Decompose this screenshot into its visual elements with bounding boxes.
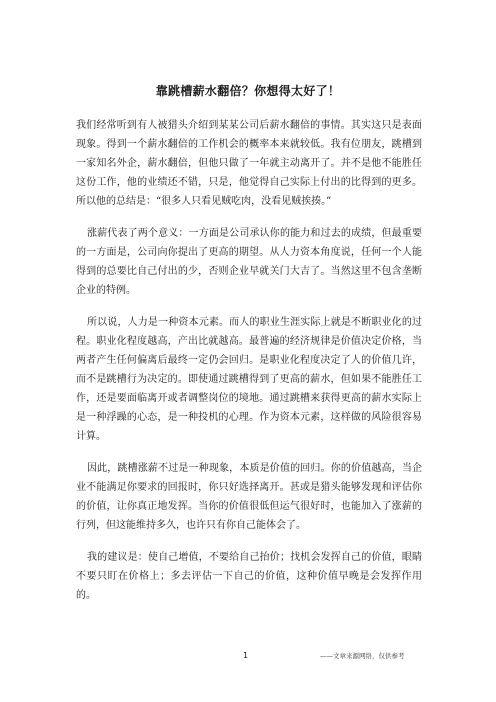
paragraph-3: 所以说，人力是一种资本元素。而人的职业生涯实际上就是不断职业化的过程。职业化程度越高，产出比就越高。最普遍的经济规律是价值决定价格，当两者产生任何偏离后最终一定仍会回归。是职业化程度决定了人的价值几许，而不是跳槽行为决定的。即使通过跳槽得到了更高的薪水，但如果不能胜任工作，还是要面临离开或者调整岗位的境地。通过跳槽来获得更高的薪水实际上是一种浮躁的心态，是一种投机的心理。作为资本元素，这样做的风险很容易计算。 bbox=[76, 317, 422, 442]
paragraph-2: 涨薪代表了两个意义：一方面是公司承认你的能力和过去的成绩，但最重要的一方面是，公司向你提出了更高的期望。从人力资本角度说，任何一个人能得到的总要比自己付出的少，否则企业早就关门大吉了。当然这里不包含垄断企业的特例。 bbox=[76, 228, 422, 296]
source-note: ——文章来源网络，仅供参考 bbox=[320, 652, 405, 660]
article-body bbox=[76, 116, 422, 618]
article-title: 靠跳槽薪水翻倍？你想得太好了！ bbox=[155, 84, 341, 98]
page-number: 1 bbox=[243, 651, 249, 660]
paragraph-5: 我的建议是：使自己增值，不要给自己抬价；找机会发挥自己的价值，眼睛不要只盯在价格上；多去评估一下自己的价值，这种价值早晚是会发挥作用的。 bbox=[76, 552, 422, 601]
paragraph-4: 因此，跳槽涨薪不过是一种现象，本质是价值的回归。你的价值越高，当企业不能满足你要求的回报时，你只好选择离开。甚或是猎头能够发现和评估你的价值，让你真正地发挥。当你的价值很低但运气很好时，也能加入了涨薪的行列，但这能维持多久，也许只有你自己能体会了。 bbox=[76, 463, 422, 531]
paragraph-1: 我们经常听到有人被猎头介绍到某某公司后薪水翻倍的事情。其实这只是表面现象。得到一个薪水翻倍的工作机会的概率本来就较低。我有位朋友，跳槽到一家知名外企，薪水翻倍，但他只做了一年就主动离开了。并不是他不能胜任这份工作，他的业绩还不错，只是，他觉得自己实际上付出的比得到的更多。所以他的总结是：“很多人只看见贼吃肉，没看见贼挨揍。” bbox=[76, 120, 422, 207]
